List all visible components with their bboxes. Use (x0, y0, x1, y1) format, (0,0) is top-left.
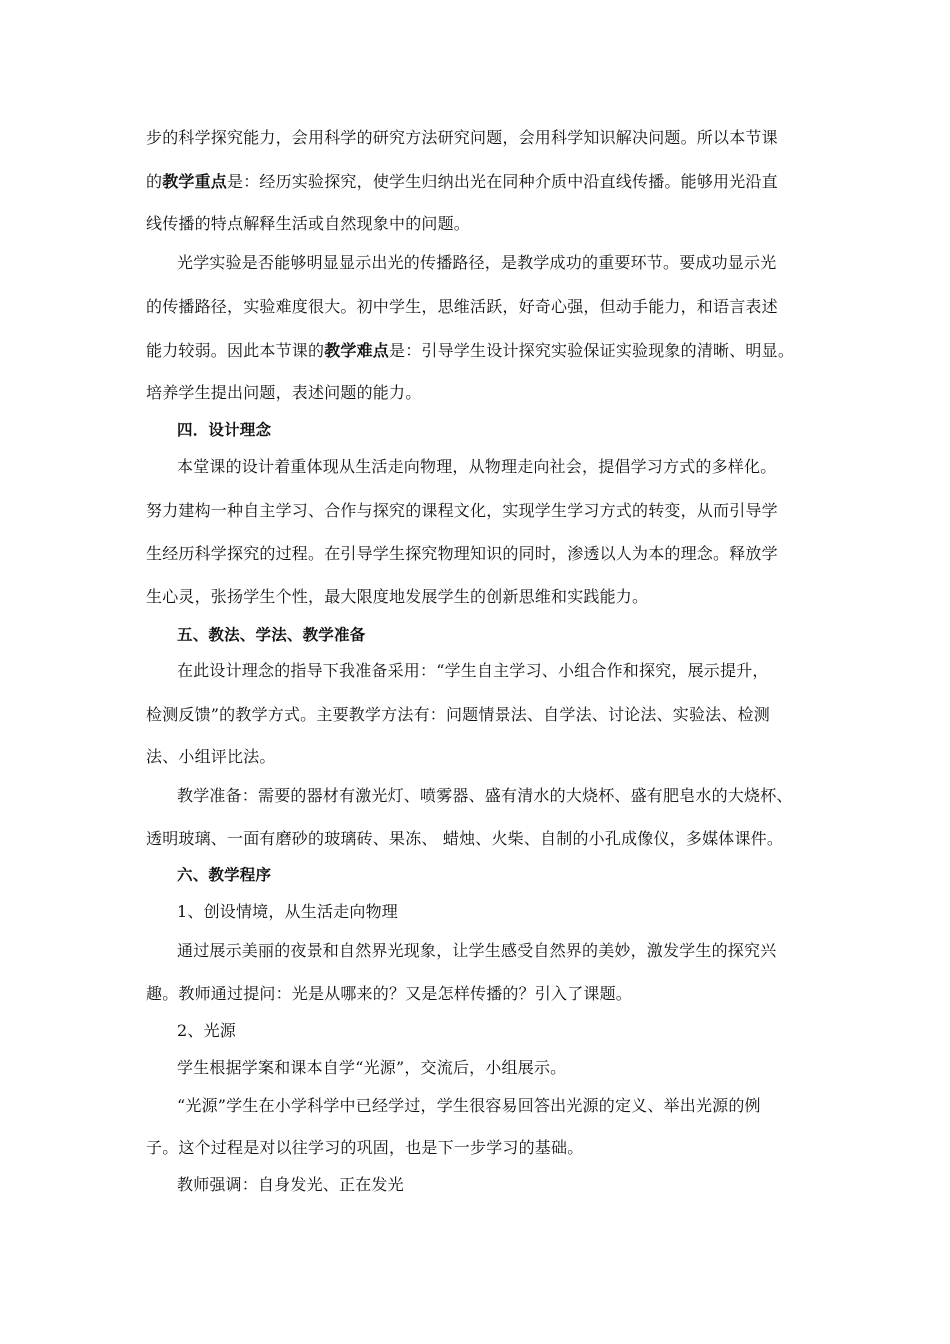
section-heading: 四．设计理念 (177, 421, 272, 439)
paragraph-line: “光源”学生在小学科学中已经学过，学生很容易回答出光源的定义、举出光源的例 (177, 1096, 761, 1115)
paragraph-line: 法、小组评比法。 (146, 747, 276, 766)
text-span: 是：引导学生设计探究实验保证实验现象的清晰、明显。 (389, 341, 795, 360)
paragraph-line: 步的科学探究能力，会用科学的研究方法研究问题，会用科学知识解决问题。所以本节课 (146, 128, 778, 147)
paragraph-line: 透明玻璃、一面有磨砂的玻璃砖、果冻、 蜡烛、火柴、自制的小孔成像仪，多媒体课件。 (146, 829, 784, 848)
paragraph-line: 教学准备：需要的器材有激光灯、喷雾器、盛有清水的大烧杯、盛有肥皂水的大烧杯、 (177, 786, 793, 805)
paragraph-line: 通过展示美丽的夜景和自然界光现象，让学生感受自然界的美妙，激发学生的探究兴 (177, 941, 777, 960)
paragraph-line: 生心灵，张扬学生个性，最大限度地发展学生的创新思维和实践能力。 (146, 587, 649, 606)
text-span: 能力较弱。因此本节课的 (146, 341, 325, 360)
paragraph-line: 努力建构一种自主学习、合作与探究的课程文化，实现学生学习方式的转变，从而引导学 (146, 501, 778, 520)
paragraph-line: 趣。教师通过提问：光是从哪来的？又是怎样传播的？引入了课题。 (146, 984, 633, 1003)
paragraph-line: 本堂课的设计着重体现从生活走向物理，从物理走向社会，提倡学习方式的多样化。 (177, 457, 777, 476)
section-heading: 六、教学程序 (177, 866, 272, 884)
paragraph-line (146, 340, 810, 362)
paragraph-line: 在此设计理念的指导下我准备采用：“学生自主学习、小组合作和探究，展示提升， (177, 661, 769, 680)
paragraph-line: 的传播路径，实验难度很大。初中学生，思维活跃，好奇心强，但动手能力，和语言表述 (146, 297, 778, 316)
text-span: 是：经历实验探究，使学生归纳出光在同种介质中沿直线传播。能够用光沿直 (227, 172, 778, 191)
paragraph-line: 检测反馈”的教学方式。主要教学方法有：问题情景法、自学法、讨论法、实验法、检测 (146, 705, 770, 724)
section-heading: 五、教法、学法、教学准备 (177, 626, 366, 644)
paragraph-line: 线传播的特点解释生活或自然现象中的问题。 (146, 214, 471, 233)
subsection-heading: 1、创设情境，从生活走向物理 (177, 902, 398, 921)
paragraph-line: 生经历科学探究的过程。在引导学生探究物理知识的同时，渗透以人为本的理念。释放学 (146, 544, 778, 563)
subsection-heading: 2、光源 (177, 1021, 236, 1040)
paragraph-line: 子。这个过程是对以往学习的巩固，也是下一步学习的基础。 (146, 1138, 584, 1157)
key-point-label: 教学重点 (162, 172, 228, 191)
paragraph-line: 培养学生提出问题，表述问题的能力。 (146, 383, 422, 402)
text-span: 的 (146, 172, 163, 191)
paragraph-line (146, 171, 810, 193)
paragraph-line: 教师强调：自身发光、正在发光 (177, 1175, 404, 1194)
paragraph-line: 学生根据学案和课本自学“光源”，交流后，小组展示。 (177, 1058, 567, 1077)
paragraph-line: 光学实验是否能够明显显示出光的传播路径，是教学成功的重要环节。要成功显示光 (177, 253, 777, 272)
difficulty-label: 教学难点 (324, 341, 390, 360)
